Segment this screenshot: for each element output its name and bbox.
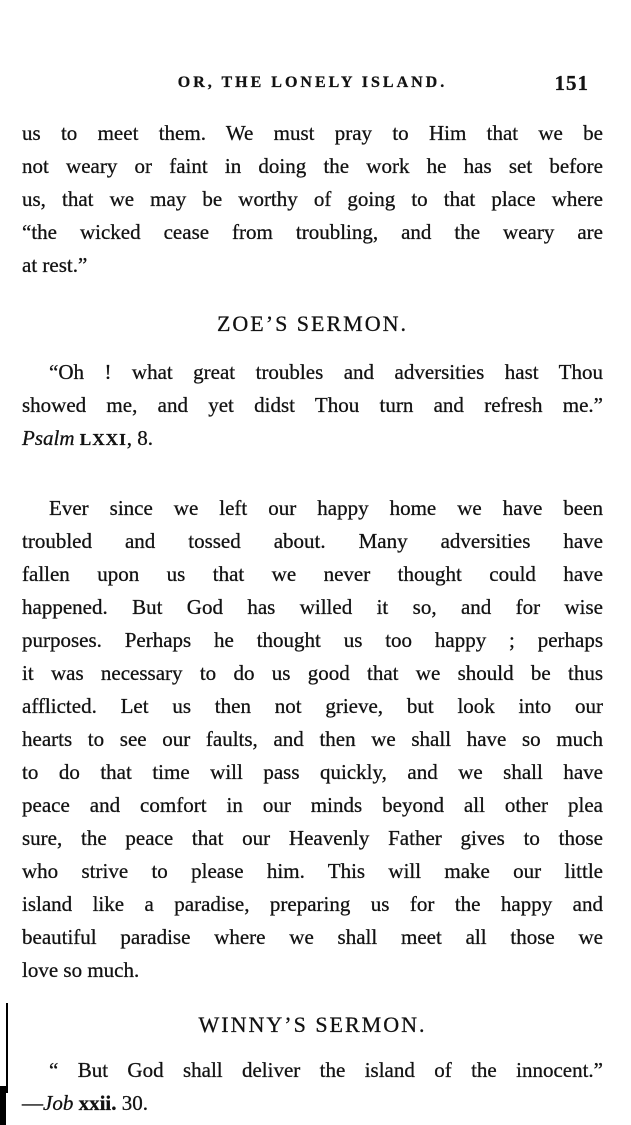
page-number: 151 bbox=[554, 71, 589, 95]
citation-chapter: LXXI bbox=[79, 430, 127, 449]
text-line: us, that we may be worthy of going to that place where bbox=[22, 187, 603, 211]
citation-verse: 30. bbox=[121, 1091, 148, 1115]
winny-epigraph bbox=[22, 1054, 603, 1120]
citation-dash: — bbox=[22, 1091, 43, 1115]
text-line: purposes. Perhaps he thought us too happy ; perhaps bbox=[22, 628, 603, 652]
text-line: Ever since we left our happy home we have been bbox=[49, 496, 603, 520]
text-line: not weary or faint in doing the work he has set before bbox=[22, 154, 603, 178]
citation-book: Psalm bbox=[22, 426, 75, 450]
paragraph-continuation bbox=[22, 117, 603, 282]
page-content bbox=[22, 0, 603, 1120]
zoe-sermon-body bbox=[22, 492, 603, 987]
text-line: hearts to see our faults, and then we shall have so much bbox=[22, 727, 603, 751]
text-line: beautiful paradise where we shall meet all those we bbox=[22, 925, 603, 949]
text-line: showed me, and yet didst Thou turn and refresh me.” bbox=[22, 393, 603, 417]
scan-artifact-line bbox=[0, 1086, 6, 1125]
citation-verse: , 8. bbox=[126, 426, 154, 450]
text-line: “Oh ! what great troubles and adversities hast Thou bbox=[49, 360, 603, 384]
text-line: happened. But God has willed it so, and for wise bbox=[22, 595, 603, 619]
text-line: at rest.” bbox=[22, 253, 88, 277]
citation-book: Job bbox=[43, 1091, 74, 1115]
running-header bbox=[22, 71, 603, 96]
text-line: island like a paradise, preparing us for the happy and bbox=[22, 892, 603, 916]
text-line: sure, the peace that our Heavenly Father gives to those bbox=[22, 826, 603, 850]
zoe-sermon-heading: ZOE’S SERMON. bbox=[216, 311, 408, 336]
citation-chapter: xxii. bbox=[78, 1091, 117, 1115]
text-line: troubled and tossed about. Many adversities have bbox=[22, 529, 603, 553]
text-line: love so much. bbox=[22, 958, 140, 982]
running-title: OR, THE LONELY ISLAND. bbox=[177, 74, 448, 91]
text-line: “ But God shall deliver the island of the innocent.” bbox=[49, 1058, 603, 1082]
job-citation bbox=[22, 1087, 603, 1120]
text-line: afflicted. Let us then not grieve, but look into our bbox=[22, 694, 603, 718]
psalm-citation bbox=[22, 422, 603, 456]
text-line: fallen upon us that we never thought could have bbox=[22, 562, 603, 586]
text-line: peace and comfort in our minds beyond all other plea bbox=[22, 793, 603, 817]
text-line: us to meet them. We must pray to Him that we be bbox=[22, 121, 603, 145]
scan-artifact-line bbox=[6, 1003, 8, 1093]
text-line: it was necessary to do us good that we should be thus bbox=[22, 661, 603, 685]
winny-sermon-heading: WINNY’S SERMON. bbox=[198, 1012, 427, 1037]
zoe-epigraph bbox=[22, 356, 603, 456]
text-line: “the wicked cease from troubling, and the weary are bbox=[22, 220, 603, 244]
text-line: who strive to please him. This will make our little bbox=[22, 859, 603, 883]
text-line: to do that time will pass quickly, and we shall have bbox=[22, 760, 603, 784]
